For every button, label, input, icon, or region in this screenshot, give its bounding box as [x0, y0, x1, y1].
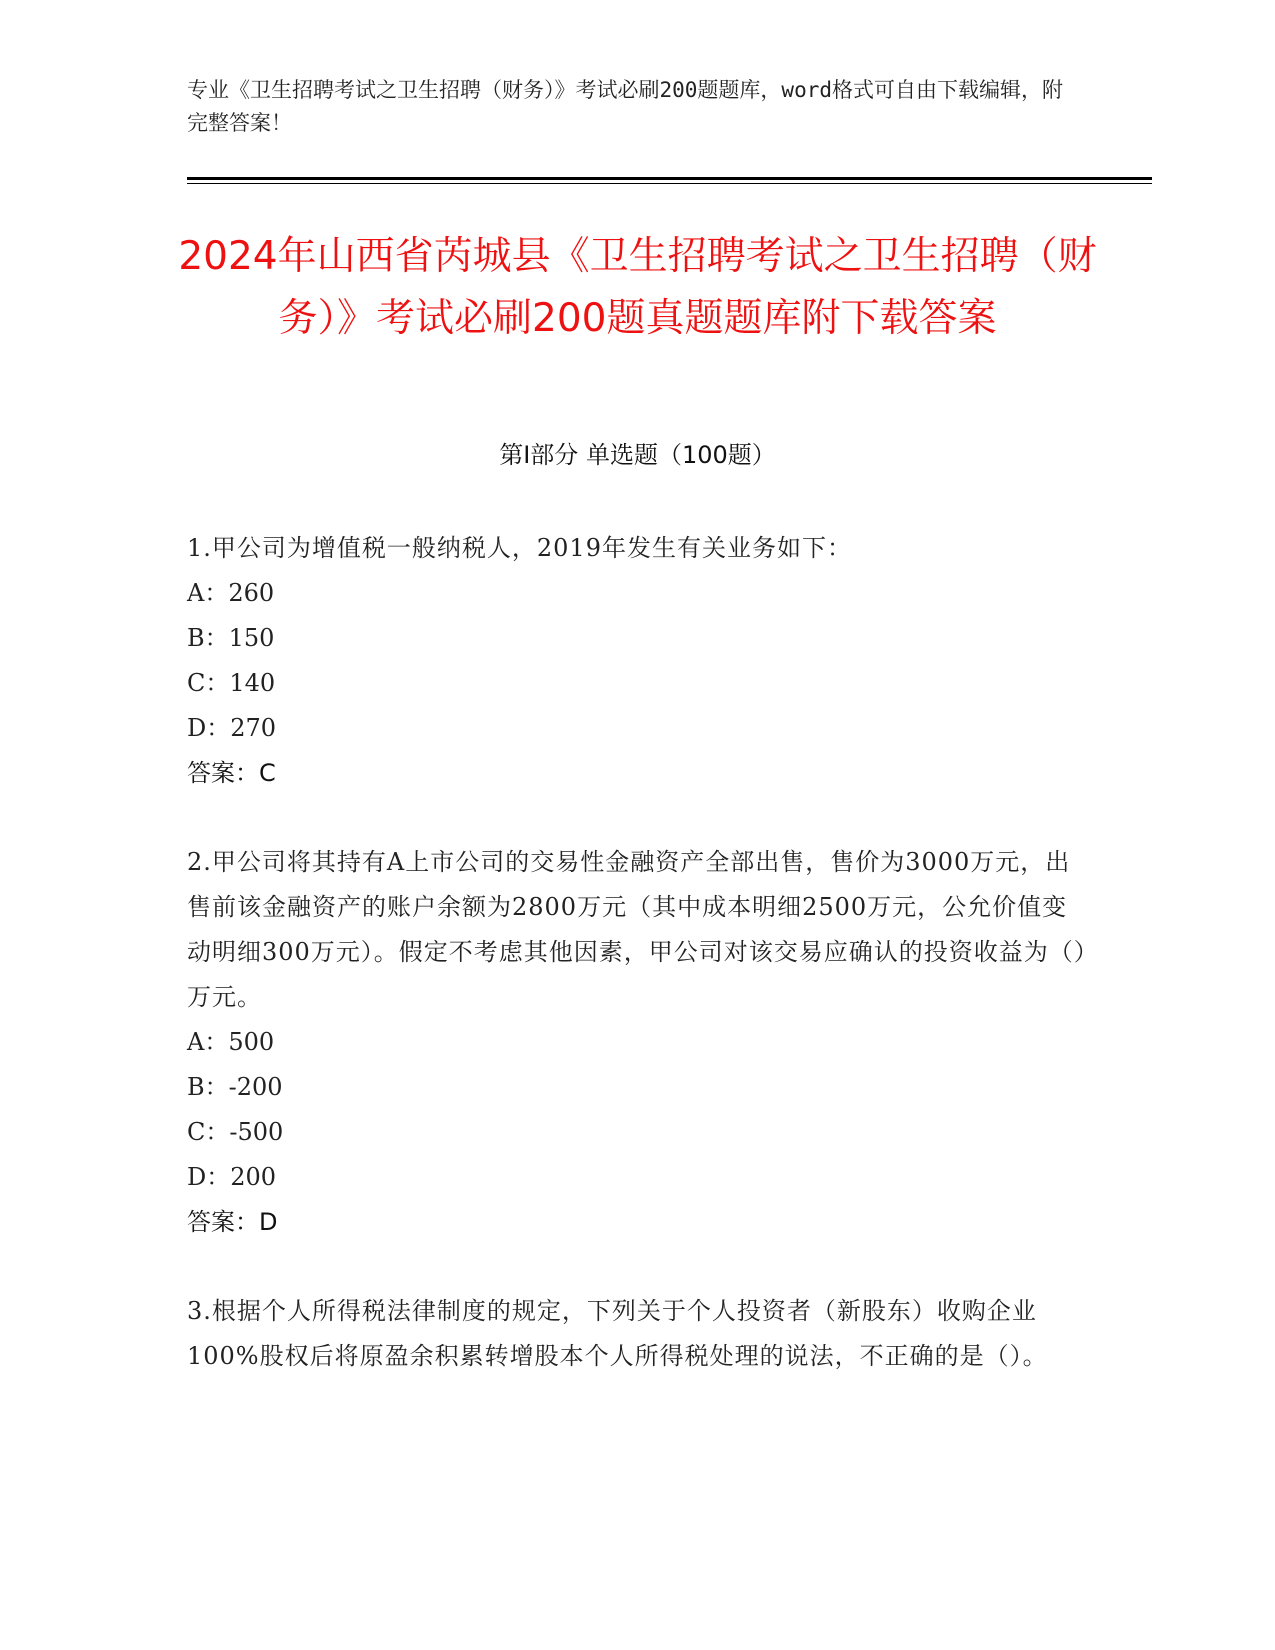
option-a: A：500: [187, 1028, 275, 1056]
answer: 答案：D: [187, 1208, 278, 1236]
option-c: C：140: [187, 669, 276, 697]
question-1: [187, 526, 1087, 796]
header-divider-thick: [187, 177, 1152, 180]
option-d: D：200: [187, 1163, 277, 1191]
option-b: B：150: [187, 624, 275, 652]
header-note: 专业《卫生招聘考试之卫生招聘（财务）》考试必刷200题题库，word格式可自由下载编辑，附完整答案！: [187, 78, 1063, 135]
option-c: C：-500: [187, 1118, 284, 1146]
document-title: 2024年山西省芮城县《卫生招聘考试之卫生招聘（财务）》考试必刷200题真题题库附下载答案: [178, 234, 1097, 341]
section-heading: 第I部分 单选题（100题）: [499, 441, 776, 469]
answer: 答案：C: [187, 759, 276, 787]
question-stem: 3.根据个人所得税法律制度的规定，下列关于个人投资者（新股东）收购企业100%股权后将原盈余积累转增股本个人所得税处理的说法，不正确的是（）。: [187, 1297, 1048, 1370]
header-divider-thin: [187, 183, 1152, 184]
question-stem: 1.甲公司为增值税一般纳税人，2019年发生有关业务如下：: [187, 534, 852, 562]
option-d: D：270: [187, 714, 277, 742]
option-b: B：-200: [187, 1073, 283, 1101]
question-list: [187, 526, 1087, 1423]
question-stem: 2.甲公司将其持有A上市公司的交易性金融资产全部出售，售价为3000万元，出售前该金融资产的账户余额为2800万元（其中成本明细2500万元，公允价值变动明细300万元）。假定不考虑其他因素，甲公司对该交易应确认的投资收益为（）万元。: [187, 848, 1087, 1011]
question-2: [187, 840, 1087, 1245]
question-3: [187, 1289, 1087, 1379]
option-a: A：260: [187, 579, 275, 607]
